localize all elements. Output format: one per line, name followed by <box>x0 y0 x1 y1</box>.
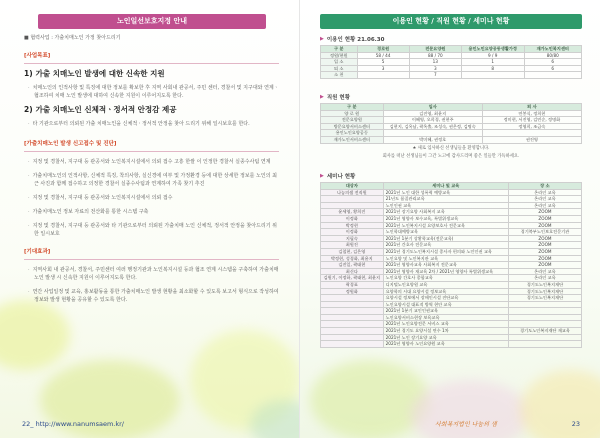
table-row <box>321 110 582 117</box>
table-header: 용인노인요양공동생활가정 <box>461 46 524 53</box>
table-cell: 재가노인서비스센터 <box>321 136 384 143</box>
table-row <box>321 301 582 308</box>
report-bullet: · 가출치매노인 정보 자료의 전산화를 통한 시스템 구축 <box>34 208 279 216</box>
table-cell: 최원진 <box>321 242 384 249</box>
report-bullet: · 가출치매노인의 인적사항, 신체적 특징, 착의사항, 실신경에 여부 및 가정환경 등에 대한 상세한 정보를 노인의 최근 사진과 함께 접수하고 의정한 경찰서 실종수사팀과 연계하여 가족 찾기 추진 <box>34 172 279 188</box>
section-heading <box>320 93 582 101</box>
goal-number: 1) <box>24 69 33 78</box>
table-header-row <box>321 46 582 53</box>
table-cell: 2021년 1분기 상황학교육(전문교육) <box>383 235 508 242</box>
table-cell: 정원화 <box>321 288 384 295</box>
table-cell: 연봉식, 정희현 <box>482 110 581 117</box>
table-cell: 8 <box>461 65 524 72</box>
table-row <box>321 130 582 137</box>
table-cell: ZOOM <box>508 215 581 222</box>
table-header: 경로원 <box>357 46 409 53</box>
table-cell: 경기북부노인보호전문기관 <box>508 229 581 236</box>
effect-bullet: · 연간 사업일정 및 교육, 홍보활동을 통한 가출치매노인 발생 현황을 최소화할 수 있도록 보고서 형식으로 작성하여 정보와 발생 현황을 공유할 수 있도록 한다. <box>34 288 279 304</box>
table-cell <box>321 314 384 321</box>
table-cell <box>508 308 581 315</box>
table-cell: 박정현 <box>321 222 384 229</box>
section-heading <box>320 172 582 180</box>
table-row <box>321 59 582 66</box>
table-cell: 나눔의샘 전직원 <box>321 189 384 196</box>
table-cell: 김진일, 곽태현 <box>321 262 384 269</box>
table-cell: 2021년 노인 장기요양 교육 <box>383 334 508 341</box>
table-cell: 정영희, 조금숙 <box>482 123 581 130</box>
table-cell: 이정화 <box>321 229 384 236</box>
table-row <box>321 275 582 282</box>
table-cell: 노인인권 교육 <box>383 202 508 209</box>
table-row <box>321 117 582 124</box>
table-row <box>321 248 582 255</box>
table-header: 대상자 <box>321 183 384 190</box>
staff-table <box>320 103 582 144</box>
table-header: 전문요양원 <box>409 46 461 53</box>
table-row <box>321 209 582 216</box>
business-line: ■ 협력사업 : 가출치매노인 가정 찾아드리기 <box>24 35 121 41</box>
staff-note: ★ 새로 입사하신 선생님들을 환영합니다. <box>412 145 490 151</box>
table-cell: 경기도노인복지재단 <box>508 288 581 295</box>
table-cell: 9 / 9 <box>461 52 524 59</box>
table-cell <box>321 295 384 302</box>
org-slogan: 사회복지법인 나눔의 샘 <box>435 421 497 428</box>
table-cell: 노인요양서비스현장 보육교육 <box>383 314 508 321</box>
table-cell: 디지털노인요양원 교육 <box>383 281 508 288</box>
table-cell <box>508 334 581 341</box>
table-cell: 곽경표 <box>321 281 384 288</box>
table-row <box>321 341 582 348</box>
table-row <box>321 229 582 236</box>
decor-blob <box>410 380 530 438</box>
table-cell <box>383 130 482 137</box>
table-cell: 노인요양시설 대표적 방역 현안 교육 <box>383 301 508 308</box>
decor-blob <box>0 300 70 370</box>
table-cell <box>508 301 581 308</box>
table-cell: 윤세영, 황희진 <box>321 209 384 216</box>
table-cell <box>321 196 384 203</box>
table-cell: 58 / 44 <box>357 52 409 59</box>
decor-blob <box>520 370 600 438</box>
table-cell: 2021년 영양사 노인요양원 교육 <box>383 341 508 348</box>
table-cell: 김철현, 김은영 <box>321 248 384 255</box>
table-cell: 양 로 원 <box>321 110 384 117</box>
table-cell: 21년도 품질관리교육 <box>383 196 508 203</box>
table-cell: 퇴 소 <box>321 65 358 72</box>
table-cell: 노인요양 간호사 종합교육 <box>383 275 508 282</box>
table-row <box>321 255 582 262</box>
table-cell: 경기도노인복지재단 <box>508 295 581 302</box>
section-heading <box>320 35 582 43</box>
table-row <box>321 242 582 249</box>
table-header: 입사 <box>383 104 482 111</box>
table-cell <box>482 130 581 137</box>
table-cell: 2021년 노인 대한 성폭력 예방교육 <box>383 189 508 196</box>
table-header: 장 소 <box>508 183 581 190</box>
table-row <box>321 235 582 242</box>
table-header: 퇴 사 <box>482 104 581 111</box>
table-cell: 2021년 경기도노인복지시설 종사자 편의와 노인인권 교육 <box>383 248 508 255</box>
table-cell <box>321 328 384 335</box>
page-number: 23 <box>571 420 580 428</box>
table-cell: 3 <box>409 65 461 72</box>
table-row <box>321 268 582 275</box>
effect-bullet: · 지역사회 내 관공서, 경찰서, 주민센터 여러 행정기관과 노인복지시설 등과 협조 연계 시스템을 구축하여 가출치매노인 발생 시 신속한 지원이 이루어지도록 한다. <box>34 266 279 282</box>
table-cell: 권진영 <box>482 136 581 143</box>
table-header: 구 분 <box>321 104 384 111</box>
table-cell <box>321 301 384 308</box>
table-cell <box>508 321 581 328</box>
table-row <box>321 308 582 315</box>
table-cell <box>321 321 384 328</box>
section-heading-text: 세미나 현황 <box>326 174 356 180</box>
table-cell: 김진영, 최윤지 <box>383 110 482 117</box>
table-cell: 박미혜, 권정호 <box>383 136 482 143</box>
table-cell: 이정화 <box>321 215 384 222</box>
table-row <box>321 202 582 209</box>
table-cell: 6 <box>524 65 581 72</box>
table-cell: 7 <box>409 72 461 79</box>
users-section <box>320 35 582 79</box>
table-cell <box>461 72 524 79</box>
table-cell: ZOOM <box>508 235 581 242</box>
goal-bullet: · 타 기관으로부터 의뢰된 가출 치매노인을 신체적ㆍ정서적 안정을 찾아 드리기 위해 일시보호를 한다. <box>34 120 279 128</box>
table-cell: 온라인 교육 <box>508 202 581 209</box>
seminar-table-body <box>321 189 582 347</box>
table-row <box>321 65 582 72</box>
goal-heading <box>24 70 279 78</box>
table-cell: 2021년 영양사 재교육 2차 / 2021년 영양사 특별위생교육 <box>383 268 508 275</box>
section-divider <box>24 63 279 64</box>
table-row <box>321 328 582 335</box>
table-header: 재가노인복지센터 <box>524 46 581 53</box>
table-cell: 노인학대예방교육 <box>383 229 508 236</box>
table-row <box>321 123 582 130</box>
table-cell <box>321 341 384 348</box>
table-cell: 입 소 <box>321 59 358 66</box>
table-cell: 소 천 <box>321 72 358 79</box>
table-row <box>321 72 582 79</box>
table-cell: 2021년 영양사 보수교육, 특별위생교육 <box>383 215 508 222</box>
goal-title: 가출 치매노인 발생에 대한 신속한 지원 <box>35 69 165 78</box>
table-cell: 지필숙 <box>321 235 384 242</box>
page-footer-url[interactable]: 22_ http://www.nanumsaem.kr/ <box>22 420 124 428</box>
table-cell: 노인요양 및 노인복지관 교육 <box>383 255 508 262</box>
table-row <box>321 281 582 288</box>
table-cell: ZOOM <box>508 248 581 255</box>
table-cell: 2021년 장기요양 사회복지 교육 <box>383 209 508 216</box>
left-content <box>24 34 279 310</box>
table-cell: 6 <box>524 59 581 66</box>
table-cell: 이혜영, 오희경, 권현주 <box>383 117 482 124</box>
table-cell: 용인노인요양공동 <box>321 130 384 137</box>
table-cell: 김현지, 김옥남, 곽옥출, 조성숙, 권은정, 김명숙 <box>383 123 482 130</box>
table-cell: 온라인 교육 <box>508 189 581 196</box>
page-title: 노인일선보호지정 안내 <box>38 14 266 29</box>
table-cell: 요양학의 시대 요양시설 정보교육 <box>383 288 508 295</box>
table-cell: ZOOM <box>508 242 581 249</box>
report-bullet: · 지정 및 경찰서, 지구대 등 관공서와 타 기관으로부터 의뢰된 가출치매 노인 신체적, 정서적 안정을 찾아드리기 위한 일시보호 <box>34 222 279 238</box>
seminar-section <box>320 172 582 348</box>
table-cell <box>508 314 581 321</box>
table-cell: 박정현, 성경화, 최윤지 <box>321 255 384 262</box>
table-cell: 정미현, 서진영, 김민순, 정명화 <box>482 117 581 124</box>
table-cell: 2021년 경기도 요양시설 연수 1차 <box>383 328 508 335</box>
table-cell <box>321 334 384 341</box>
table-header-row <box>321 104 582 111</box>
table-cell: 88 / 70 <box>409 52 461 59</box>
table-cell: 온라인 교육 <box>508 196 581 203</box>
goal-number: 2) <box>24 105 33 114</box>
table-cell: 김원기, 이정하, 곽태현, 최윤지 <box>321 275 384 282</box>
table-row <box>321 215 582 222</box>
table-cell <box>321 202 384 209</box>
triangle-bullet-icon: ▶ <box>320 36 324 42</box>
section-heading-text: 이용인 현황 21.06.30 <box>326 37 385 43</box>
table-header: 세미나 및 교육 <box>383 183 508 190</box>
table-cell <box>321 308 384 315</box>
table-cell: 3 <box>357 65 409 72</box>
section-label-report: [가출치매노인 발생 신고접수 및 진단] <box>24 141 117 147</box>
table-cell: 방문요양서비스센터 <box>321 123 384 130</box>
triangle-bullet-icon: ▶ <box>320 173 324 179</box>
table-cell: 온라인 교육 <box>508 275 581 282</box>
table-cell: 13 <box>409 59 461 66</box>
table-row <box>321 288 582 295</box>
section-divider <box>24 151 279 152</box>
goal-heading <box>24 106 279 114</box>
table-header: 구 분 <box>321 46 358 53</box>
table-row <box>321 52 582 59</box>
report-bullet: · 지정 및 경찰서, 지구대 등 관공서와 노인복지시설에서 의뢰 접수 <box>34 194 279 202</box>
table-cell: 최신다 <box>321 268 384 275</box>
table-cell <box>357 72 409 79</box>
goal-bullet: · 치매노인의 인적사항 및 특징에 대한 정보를 확보한 후 지역 사회내 관공서, 주민 센터, 경찰서 및 지구대와 연계ㆍ협조하여 치매 노인 발생에 대하여 신속한 지원이 이루어지도록 한다. <box>34 84 279 100</box>
table-cell: 5 <box>357 59 409 66</box>
section-label-goals: [사업목표] <box>24 53 51 59</box>
table-row <box>321 196 582 203</box>
section-label-effects: [기대효과] <box>24 249 51 255</box>
page-title: 이용인 현황 / 직원 현황 / 세미나 현황 <box>320 14 582 29</box>
table-cell: 1 <box>461 59 524 66</box>
table-cell: ZOOM <box>508 255 581 262</box>
table-header-row <box>321 183 582 190</box>
seminar-table <box>320 182 582 348</box>
table-row <box>321 136 582 143</box>
staff-section <box>320 93 582 160</box>
table-cell: 2021년 영양사교육 사회복지 전문교육 <box>383 262 508 269</box>
table-cell: 2021년 노인요양전문 서비스 교육 <box>383 321 508 328</box>
table-row <box>321 222 582 229</box>
table-cell: 요양시설 정보에서 장애인시설 진단교육 <box>383 295 508 302</box>
table-cell: ZOOM <box>508 222 581 229</box>
table-cell: 경기도노인복지재단 <box>508 281 581 288</box>
users-table <box>320 45 582 79</box>
decor-blob <box>310 360 430 438</box>
staff-table-body <box>321 110 582 143</box>
users-table-body <box>321 52 582 78</box>
report-bullet: · 지정 및 경찰서, 지구대 등 관공서와 노인복지시설에서 의뢰 접수 고흥 한쌀 이 인정한 경찰서 실종수사팀 연계 <box>34 158 279 166</box>
triangle-bullet-icon: ▶ <box>320 94 324 100</box>
table-row <box>321 295 582 302</box>
table-row <box>321 314 582 321</box>
staff-note: 회사를 떠난 선생님들이 그간 노고에 감사드리며 좋은 일들만 가득하세요. <box>382 153 520 159</box>
right-page <box>300 0 600 438</box>
table-cell: 경기도노인복지재단 재교육 <box>508 328 581 335</box>
section-divider <box>24 259 279 260</box>
table-row <box>321 334 582 341</box>
table-cell: 온라인 교육 <box>508 268 581 275</box>
table-cell: 전문요양원 <box>321 117 384 124</box>
table-cell <box>524 72 581 79</box>
table-cell: 2021년 간호사 전문교육 <box>383 242 508 249</box>
table-cell: 정원/현원 <box>321 52 358 59</box>
goal-title: 가출 치매노인 신체적ㆍ정서적 안정감 제공 <box>35 105 177 114</box>
table-cell: 80/80 <box>524 52 581 59</box>
table-cell: 2021년 노인복지시설 요양보호사 전문교육 <box>383 222 508 229</box>
table-row <box>321 189 582 196</box>
table-cell: ZOOM <box>508 209 581 216</box>
table-cell <box>508 341 581 348</box>
table-row <box>321 321 582 328</box>
table-cell: 2021년 1분기 교인인권교육 <box>383 308 508 315</box>
section-heading-text: 직원 현황 <box>326 95 351 101</box>
table-cell: ZOOM <box>508 262 581 269</box>
table-row <box>321 262 582 269</box>
